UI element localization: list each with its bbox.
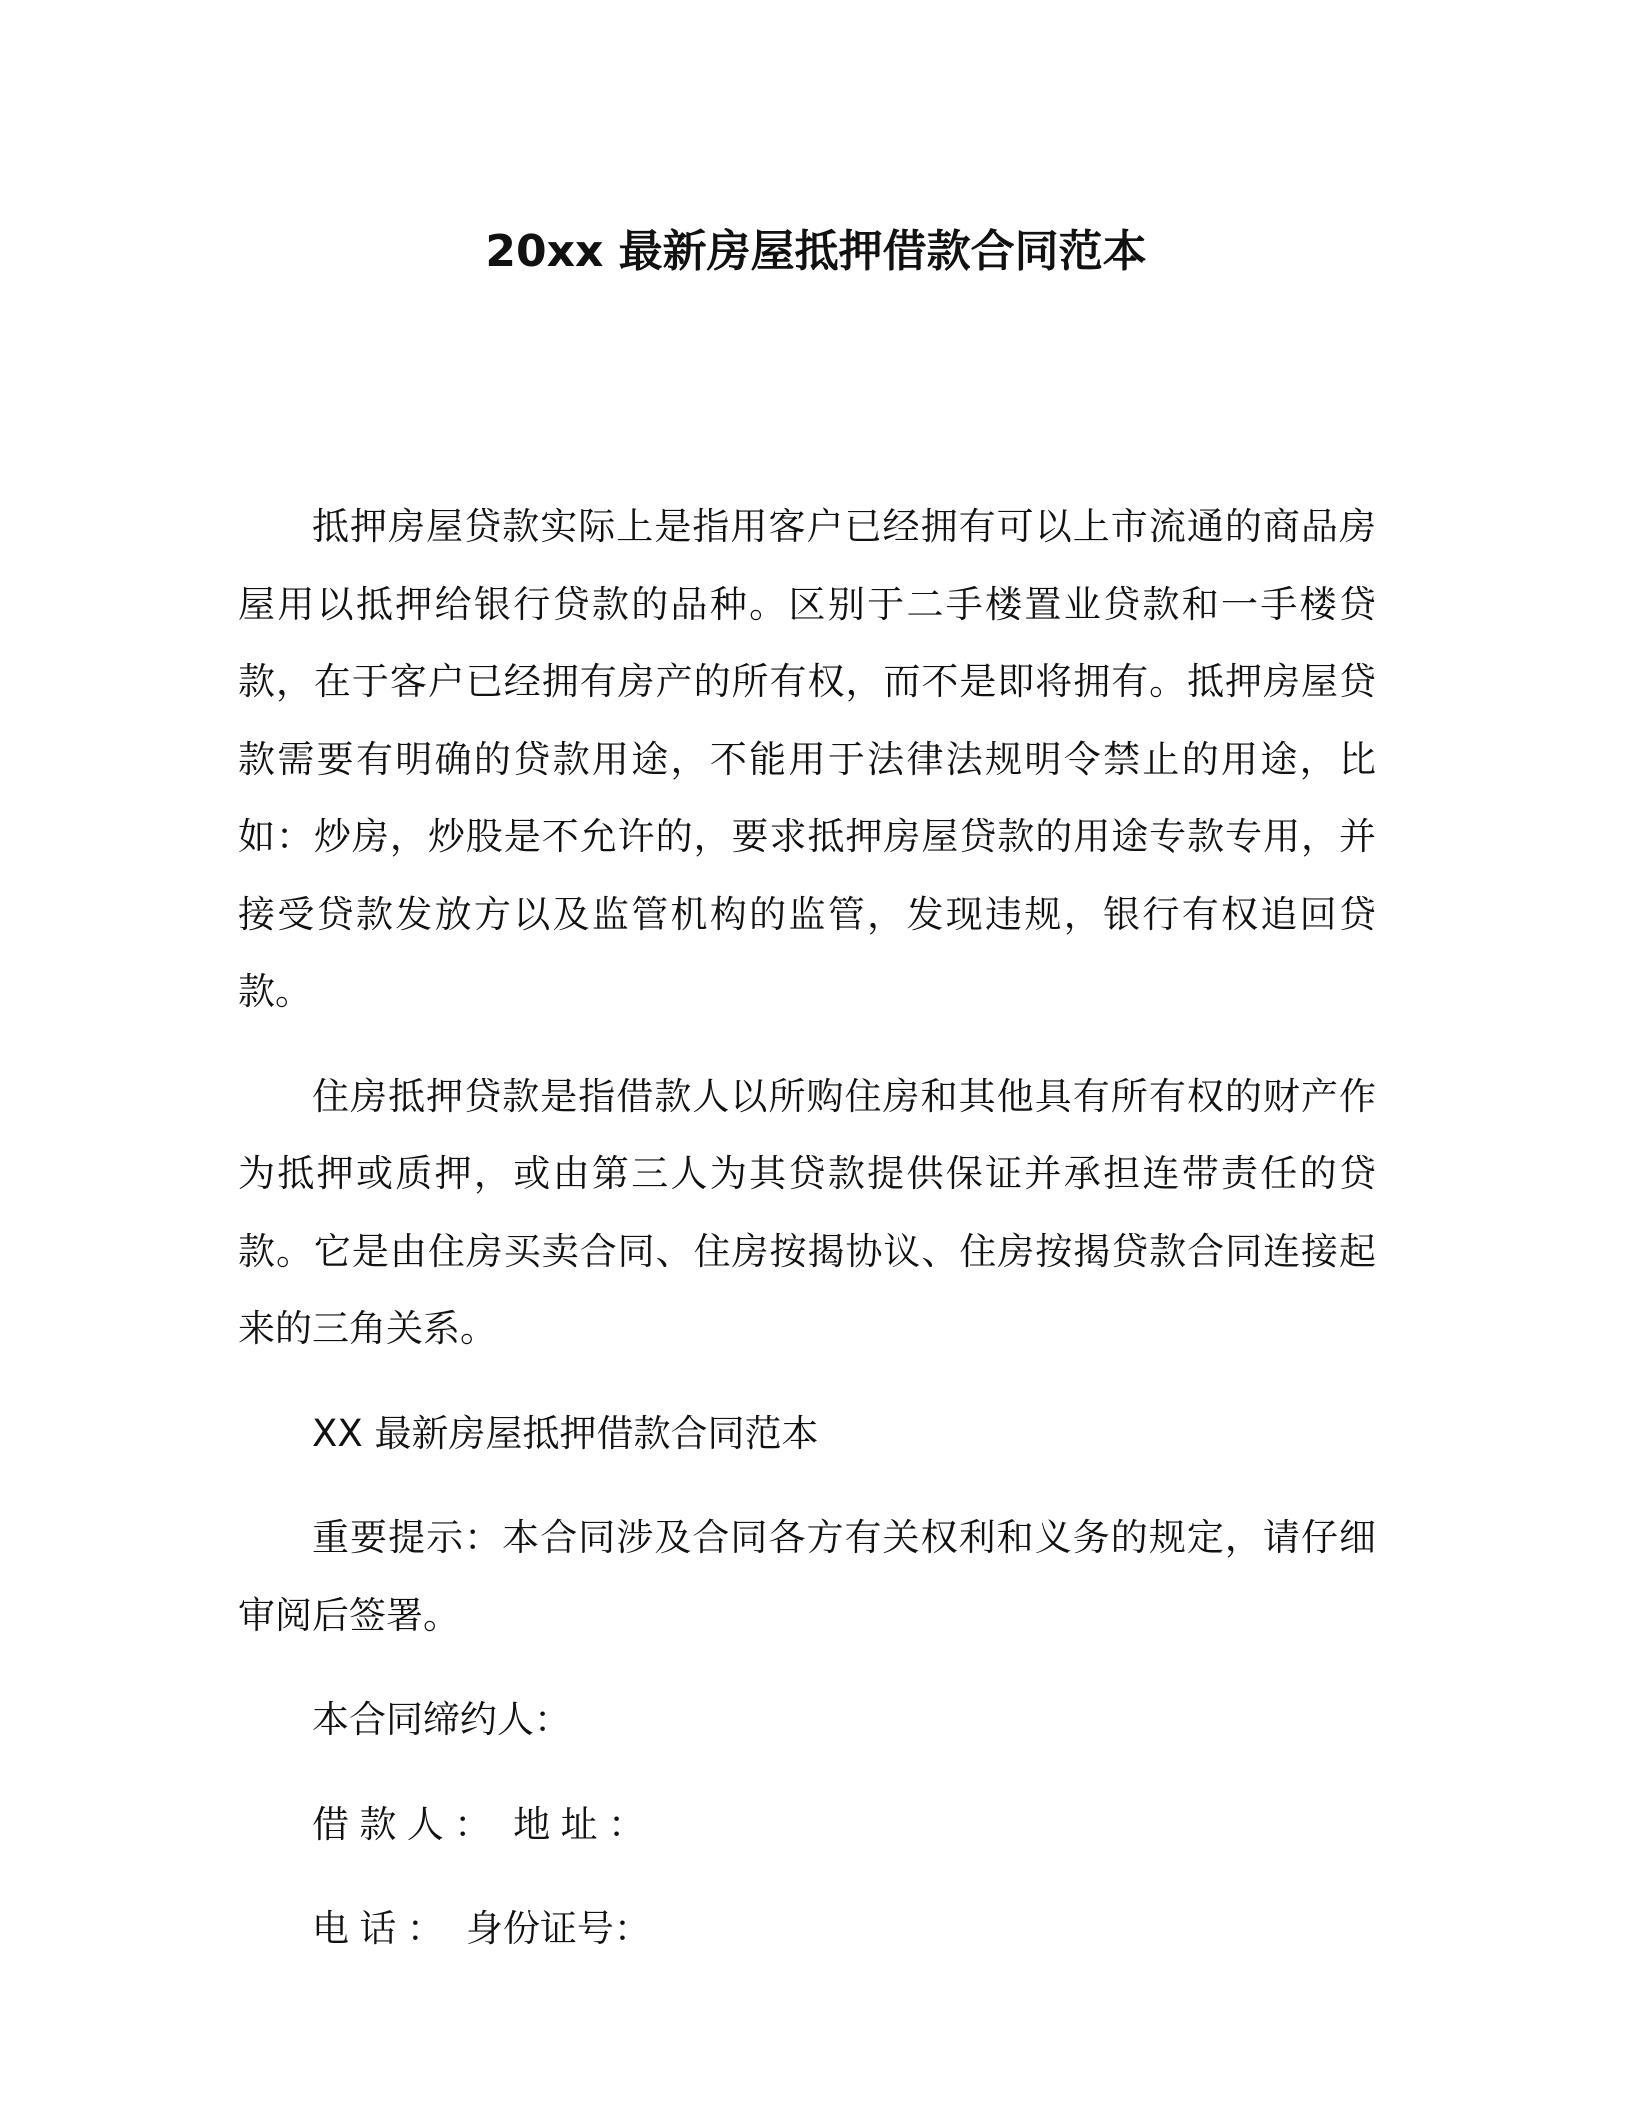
address-label: 地址： — [513, 1802, 656, 1846]
document-title: 20xx 最新房屋抵押借款合同范本 — [485, 226, 1147, 277]
borrower-address-line — [238, 1786, 1376, 1864]
document-body — [238, 488, 1376, 1995]
paragraph-contract-subtitle: XX 最新房屋抵押借款合同范本 — [312, 1411, 819, 1455]
paragraph-important-notice: 重要提示：本合同涉及合同各方有关权利和义务的规定，请仔细审阅后签署。 — [238, 1516, 1376, 1637]
id-number-label: 身份证号： — [465, 1907, 651, 1950]
paragraph-mortgage-definition: 抵押房屋贷款实际上是指用客户已经拥有可以上市流通的商品房屋用以抵押给银行贷款的品种。区别于二手楼置业贷款和一手楼贷款，在于客户已经拥有房产的所有权，而不是即将拥有。抵押房屋贷款需要有明确的贷款用途，不能用于法律法规明令禁止的用途，比如：炒房，炒股是不允许的，要求抵押房屋贷款的用途专款专用，并接受贷款发放方以及监管机构的监管，发现违规，银行有权追回贷款。 — [238, 505, 1376, 1013]
phone-id-line — [238, 1890, 1376, 1968]
paragraph-contracting-parties: 本合同缔约人： — [312, 1698, 571, 1741]
phone-label: 电话： — [312, 1907, 455, 1950]
borrower-label: 借款人： — [312, 1802, 502, 1846]
paragraph-housing-mortgage: 住房抵押贷款是指借款人以所购住房和其他具有所有权的财产作为抵押或质押，或由第三人为其贷款提供保证并承担连带责任的贷款。它是由住房买卖合同、住房按揭协议、住房按揭贷款合同连接起来的三角关系。 — [238, 1074, 1376, 1350]
